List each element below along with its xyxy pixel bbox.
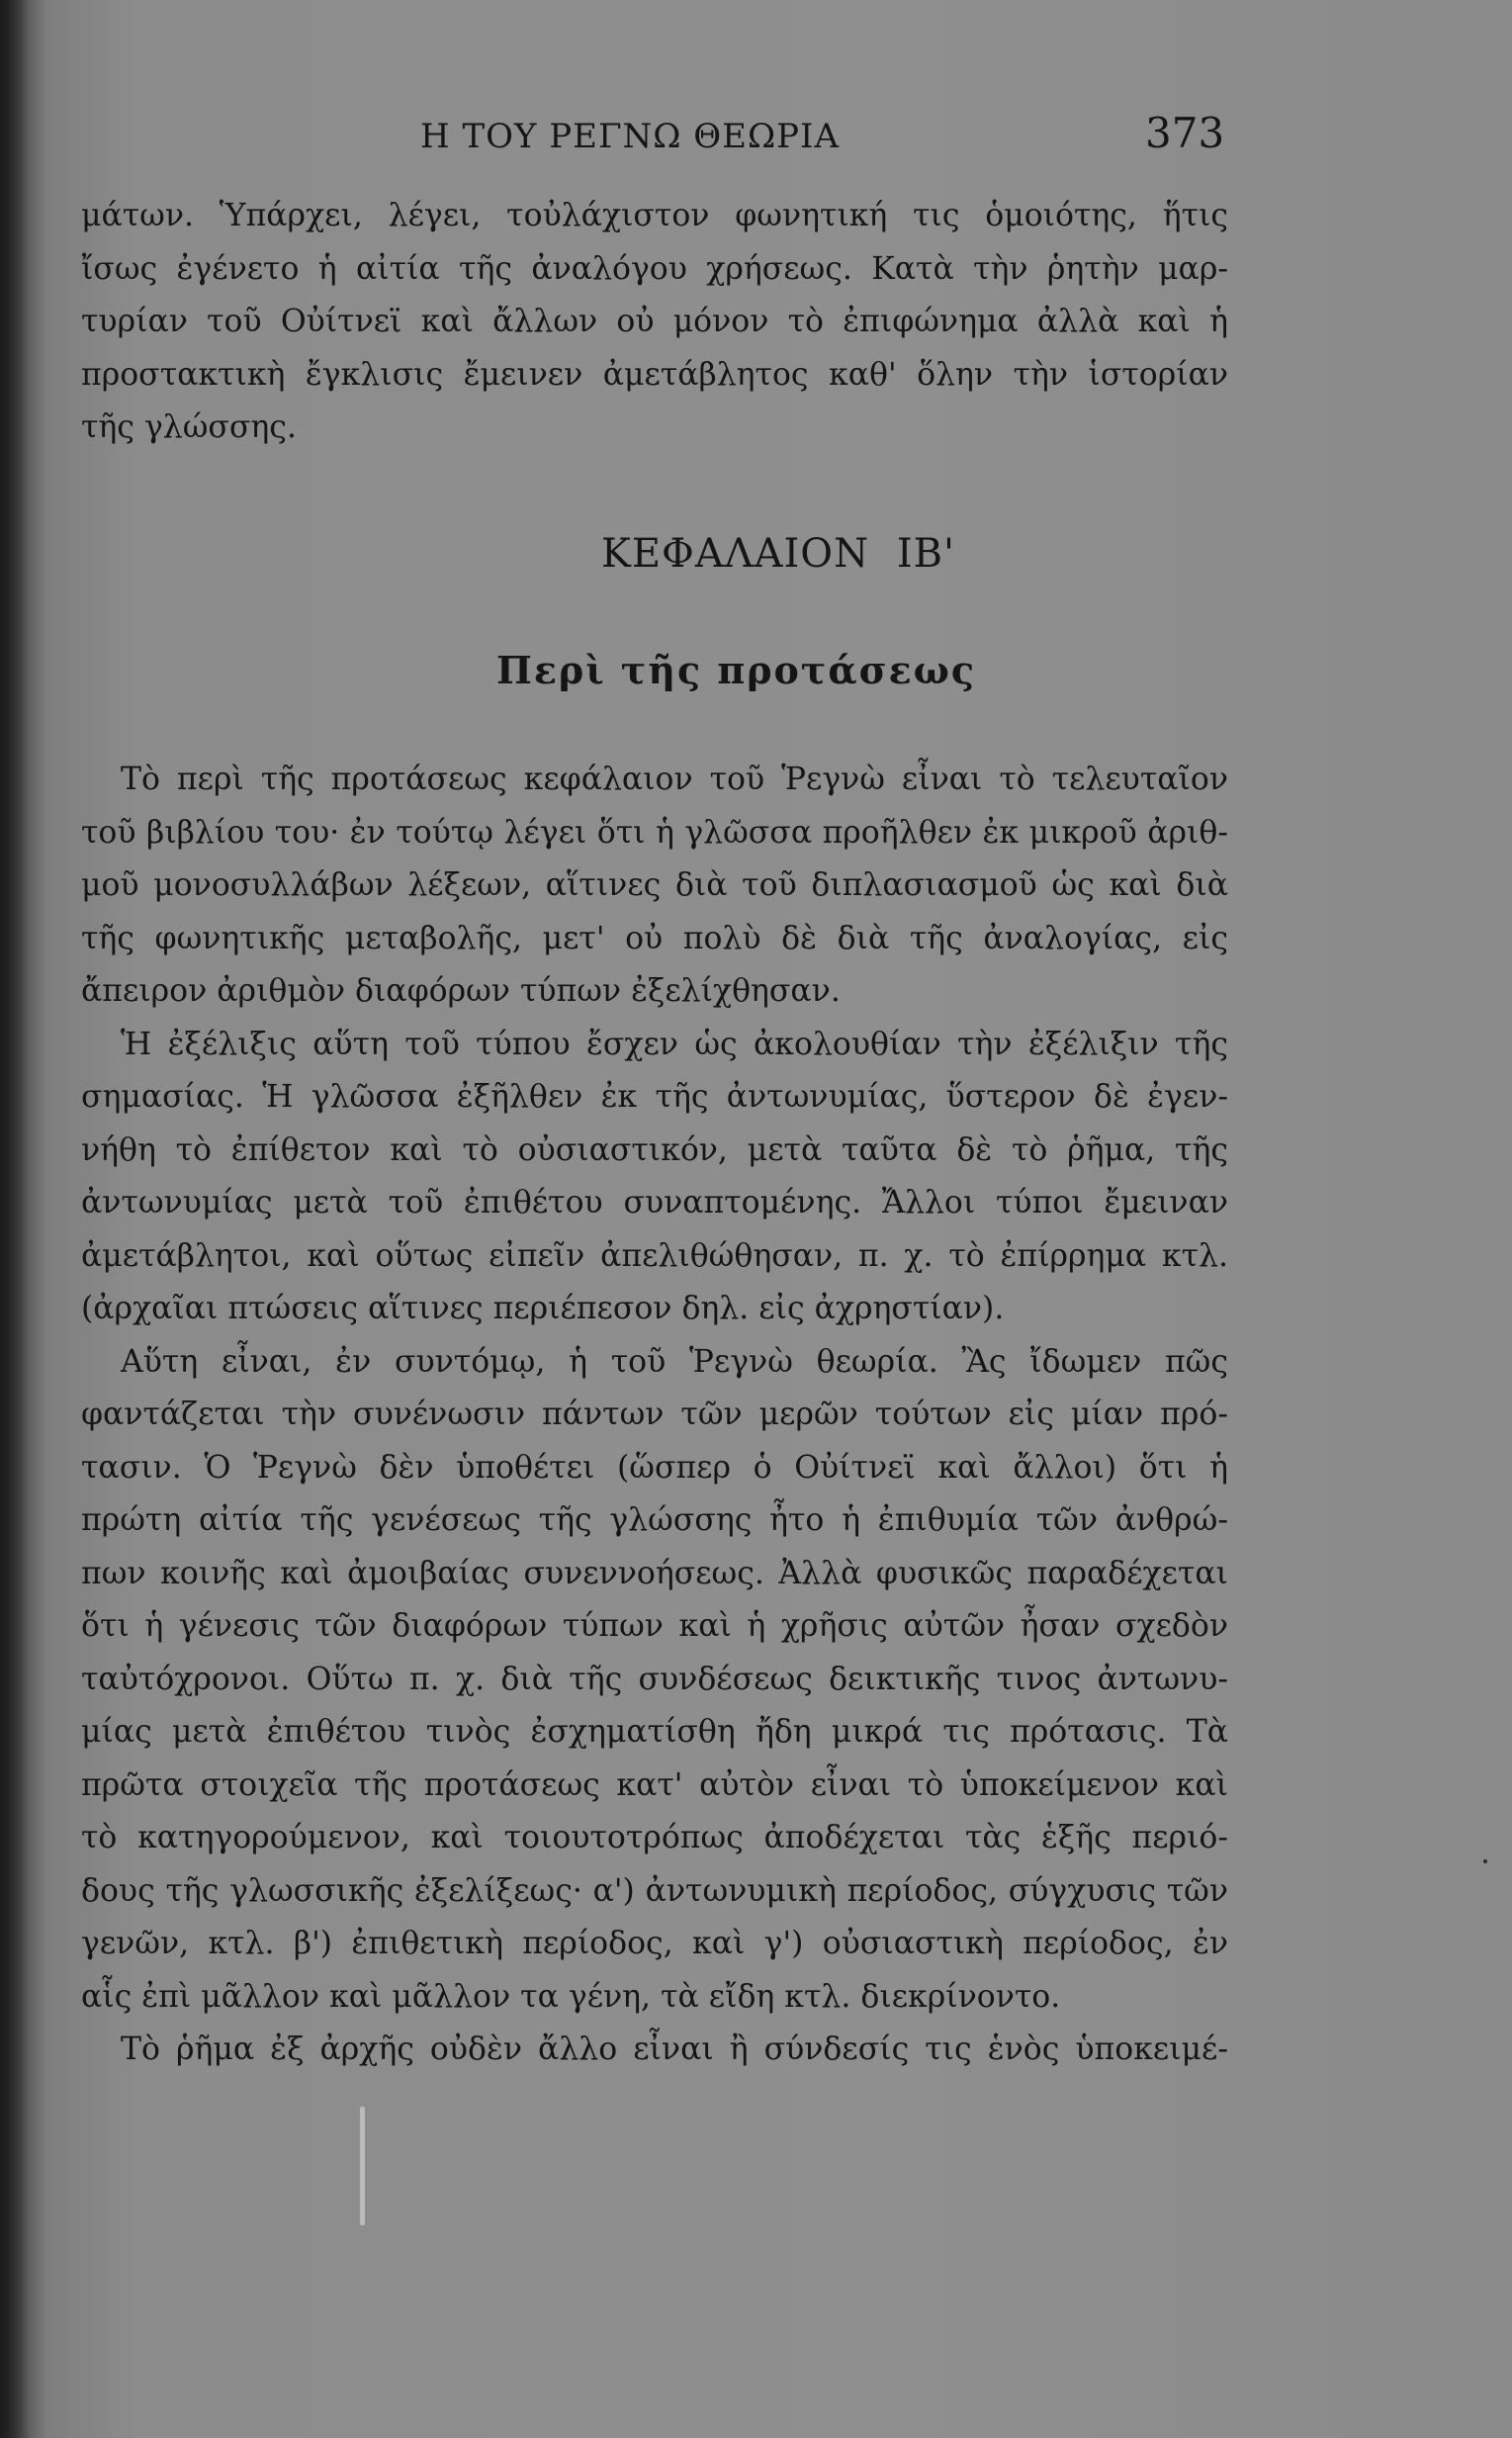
text-line: τῆς φωνητικῆς μεταβολῆς, μετ' οὐ πολὺ δὲ διὰ τῆς ἀναλογίας, εἰς	[81, 920, 1228, 956]
text-line: ταὐτόχρονοι. Οὕτω π. χ. διὰ τῆς συνδέσεως δεικτικῆς τινος ἀντωνυ-	[81, 1661, 1228, 1697]
body-text	[81, 754, 1228, 2077]
scan-mark	[360, 2107, 365, 2225]
text-line: νήθη τὸ ἐπίθετον καὶ τὸ οὐσιαστικόν, μετὰ ταῦτα δὲ τὸ ῥῆμα, τῆς	[81, 1131, 1228, 1168]
page-number: 373	[1145, 109, 1225, 157]
text-line: δους τῆς γλωσσικῆς ἐξελίξεως· α') ἀντωνυμικὴ περίοδος, σύγχυσις τῶν	[81, 1872, 1228, 1909]
text-line: τασιν. Ὁ Ῥεγνὼ δὲν ὑποθέτει (ὥσπερ ὁ Οὐίτνεϊ καὶ ἄλλοι) ὅτι ἡ	[81, 1449, 1228, 1486]
spine-shadow	[0, 0, 30, 2438]
text-line: τὸ κατηγορούμενον, καὶ τοιουτοτρόπως ἀποδέχεται τὰς ἑξῆς περιό-	[81, 1820, 1228, 1855]
chapter-number: ΙΒ'	[896, 531, 956, 577]
text-line: τῆς γλώσσης.	[81, 409, 297, 445]
text-line: Τὸ ῥῆμα ἐξ ἀρχῆς οὐδὲν ἄλλο εἶναι ἢ σύνδεσίς τις ἑνὸς ὑποκειμέ-	[121, 2032, 1228, 2067]
text-line: σημασίας. Ἡ γλῶσσα ἐξῆλθεν ἐκ τῆς ἀντωνυμίας, ὕστερον δὲ ἐγεν-	[81, 1079, 1228, 1115]
paragraph-3	[81, 1336, 1228, 2025]
text-line: τοῦ βιβλίου του· ἐν τούτῳ λέγει ὅτι ἡ γλῶσσα προῆλθεν ἐκ μικροῦ ἀριθ-	[81, 814, 1228, 851]
chapter-heading	[0, 531, 1512, 577]
scan-speck	[1483, 1859, 1487, 1863]
text-line: (ἀρχαῖαι πτώσεις αἵτινες περιέπεσον δηλ. εἰς ἀχρηστίαν).	[81, 1291, 1005, 1326]
text-line: μίας μετὰ ἐπιθέτου τινὸς ἐσχηματίσθη ἤδη μικρά τις πρότασις. Τὰ	[81, 1714, 1228, 1750]
running-title: Η ΤΟΥ ΡΕΓΝΩ ΘΕΩΡΙΑ	[420, 117, 841, 156]
page-header	[0, 109, 1512, 168]
chapter-heading-word: ΚΕΦΑΛΑΙΟΝ	[600, 531, 870, 577]
text-line: πρῶτα στοιχεῖα τῆς προτάσεως κατ' αὐτὸν εἶναι τὸ ὑποκείμενον καὶ	[81, 1766, 1228, 1803]
text-line: γενῶν, κτλ. β') ἐπιθετικὴ περίοδος, καὶ γ') οὐσιαστικὴ περίοδος, ἐν	[81, 1926, 1228, 1961]
text-line: ἀμετάβλητοι, καὶ οὕτως εἰπεῖν ἀπελιθώθησαν, π. χ. τὸ ἐπίρρημα κτλ.	[81, 1237, 1228, 1274]
opening-paragraph	[81, 190, 1228, 455]
paragraph-1	[81, 754, 1228, 1019]
text-line: μάτων. Ὑπάρχει, λέγει, τοὐλάχιστον φωνητική τις ὁμοιότης, ἥτις	[81, 198, 1228, 233]
text-line: μοῦ μονοσυλλάβων λέξεων, αἵτινες διὰ τοῦ διπλασιασμοῦ ὡς καὶ διὰ	[81, 867, 1228, 903]
text-line: ἴσως ἐγένετο ἡ αἰτία τῆς ἀναλόγου χρήσεως. Κατὰ τὴν ῥητὴν μαρ-	[81, 250, 1228, 287]
text-line: αἷς ἐπὶ μᾶλλον καὶ μᾶλλον τα γένη, τὰ εἴδη κτλ. διεκρίνοντο.	[81, 1978, 1061, 2015]
text-line: ἄπειρον ἀριθμὸν διαφόρων τύπων ἐξελίχθησαν.	[81, 973, 841, 1009]
text-line: Τὸ περὶ τῆς προτάσεως κεφάλαιον τοῦ Ῥεγνὼ εἶναι τὸ τελευταῖον	[121, 762, 1228, 797]
text-line: προστακτικὴ ἔγκλισις ἔμεινεν ἀμετάβλητος καθ' ὅλην τὴν ἱστορίαν	[81, 356, 1228, 393]
text-line: ἀντωνυμίας μετὰ τοῦ ἐπιθέτου συναπτομένης. Ἄλλοι τύποι ἔμειναν	[81, 1185, 1228, 1220]
text-line: φαντάζεται τὴν συνένωσιν πάντων τῶν μερῶν τούτων εἰς μίαν πρό-	[81, 1397, 1228, 1432]
text-line: πρώτη αἰτία τῆς γενέσεως τῆς γλώσσης ἦτο ἡ ἐπιθυμία τῶν ἀνθρώ-	[81, 1502, 1228, 1538]
paragraph-4	[81, 2024, 1228, 2077]
text-line: τυρίαν τοῦ Οὐίτνεϊ καὶ ἄλλων οὐ μόνον τὸ ἐπιφώνημα ἀλλὰ καὶ ἡ	[81, 304, 1228, 339]
text-line: Αὕτη εἶναι, ἐν συντόμῳ, ἡ τοῦ Ῥεγνὼ θεωρία. Ἂς ἴδωμεν πῶς	[121, 1343, 1228, 1380]
text-line: πων κοινῆς καὶ ἀμοιβαίας συνεννοήσεως. Ἀλλὰ φυσικῶς παραδέχεται	[81, 1555, 1228, 1591]
section-title: Περὶ τῆς προτάσεως	[495, 648, 977, 692]
text-line: ὅτι ἡ γένεσις τῶν διαφόρων τύπων καὶ ἡ χρῆσις αὐτῶν ἦσαν σχεδὸν	[81, 1608, 1228, 1644]
text-line: Ἡ ἐξέλιξις αὕτη τοῦ τύπου ἔσχεν ὡς ἀκολουθίαν τὴν ἐξέλιξιν τῆς	[121, 1026, 1228, 1062]
paragraph-2	[81, 1019, 1228, 1336]
